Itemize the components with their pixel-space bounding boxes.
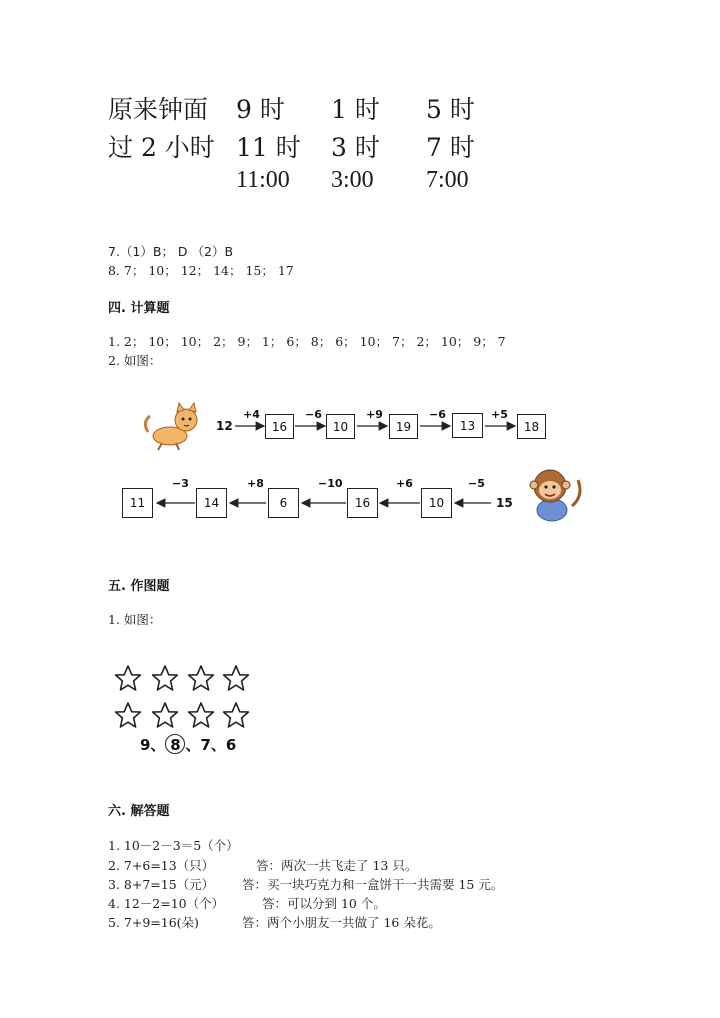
clock-row2-cell3: 7 时 [426, 133, 475, 162]
answer-8: 8. 7； 10； 12； 14； 15； 17 [108, 263, 294, 278]
star-icon [224, 703, 249, 727]
star-icon [189, 666, 214, 690]
clock-row1-cell2: 1 时 [331, 95, 380, 124]
clock-row3-cell1: 11:00 [236, 167, 290, 193]
section5-line1: 1. 如图： [108, 612, 162, 627]
star-icon [224, 666, 249, 690]
clock-row2-cell2: 3 时 [331, 133, 380, 162]
star-icon [153, 666, 178, 690]
section6-item2-answer: 答：两次一共飞走了 13 只。 [256, 858, 418, 873]
chain-top-box5: 18 [517, 414, 546, 439]
chain-top-box1: 16 [265, 414, 294, 439]
section6-item3-calc: 3. 8+7=15（元） [108, 877, 215, 892]
chain-bottom-op4: +6 [396, 477, 413, 490]
clock-row3-cell3: 7:00 [426, 167, 469, 193]
chain-bottom-op1: −3 [172, 477, 189, 490]
section6-item3-answer: 答：买一块巧克力和一盒饼干一共需要 15 元。 [242, 877, 504, 892]
chain-bottom-box3: 6 [268, 488, 299, 518]
chain-bottom-box1: 11 [122, 488, 153, 518]
chain-top-start: 12 [216, 419, 233, 433]
star-icon [189, 703, 214, 727]
section4-line2: 2. 如图： [108, 353, 162, 368]
section6-title: 六. 解答题 [108, 804, 170, 819]
answer-7: 7.（1）B； D （2）B [108, 244, 234, 259]
section5-title: 五. 作图题 [108, 579, 170, 594]
chain-bottom-box5: 10 [421, 488, 452, 518]
chain-bottom-op5: −5 [468, 477, 485, 490]
clock-row2-label: 过 2 小时 [108, 133, 215, 162]
stars-label [140, 734, 236, 755]
stars-drawing [110, 660, 260, 732]
chain-bottom-op3: −10 [318, 477, 343, 490]
clock-row3-cell2: 3:00 [331, 167, 374, 193]
section4-title: 四. 计算题 [108, 301, 170, 316]
chain-top-box3: 19 [389, 414, 418, 439]
star-icon [116, 703, 141, 727]
section4-line1: 1. 2； 10； 10； 2； 9； 1； 6； 8； 6； 10； 7； 2； 10； 9； 7 [108, 334, 506, 349]
section6-item2-calc: 2. 7+6=13（只） [108, 858, 215, 873]
clock-row1-label: 原来钟面 [108, 95, 209, 124]
stars-label-a: 9、 [140, 736, 166, 754]
monkey-illustration [520, 466, 586, 526]
clock-row1-cell1: 9 时 [236, 95, 285, 124]
star-icon [153, 703, 178, 727]
section6-item4-answer: 答：可以分到 10 个。 [262, 896, 386, 911]
chain-top-op1: +4 [243, 408, 260, 421]
section6-item1-calc: 1. 10－2－3＝5（个） [108, 838, 239, 853]
chain-bottom-op2: +8 [247, 477, 264, 490]
chain-bottom-box4: 16 [347, 488, 378, 518]
chain-top-box4: 13 [452, 413, 483, 438]
section6-item5-calc: 5. 7+9=16(朵) [108, 915, 199, 930]
chain-top-op2: −6 [305, 408, 322, 421]
chain-top-op5: +5 [491, 408, 508, 421]
clock-row2-cell1: 11 时 [236, 133, 301, 162]
chain-bottom-start: 15 [496, 496, 513, 510]
chain-top-op4: −6 [429, 408, 446, 421]
clock-row1-cell3: 5 时 [426, 95, 475, 124]
chain-top-box2: 10 [326, 414, 355, 439]
star-icon [116, 666, 141, 690]
section6-item4-calc: 4. 12－2=10（个） [108, 896, 225, 911]
chain-top-op3: +9 [366, 408, 383, 421]
stars-label-circled: 8 [165, 734, 185, 754]
section6-item5-answer: 答：两个小朋友一共做了 16 朵花。 [242, 915, 441, 930]
stars-label-b: 、7、6 [185, 736, 237, 754]
chain-bottom-box2: 14 [196, 488, 227, 518]
